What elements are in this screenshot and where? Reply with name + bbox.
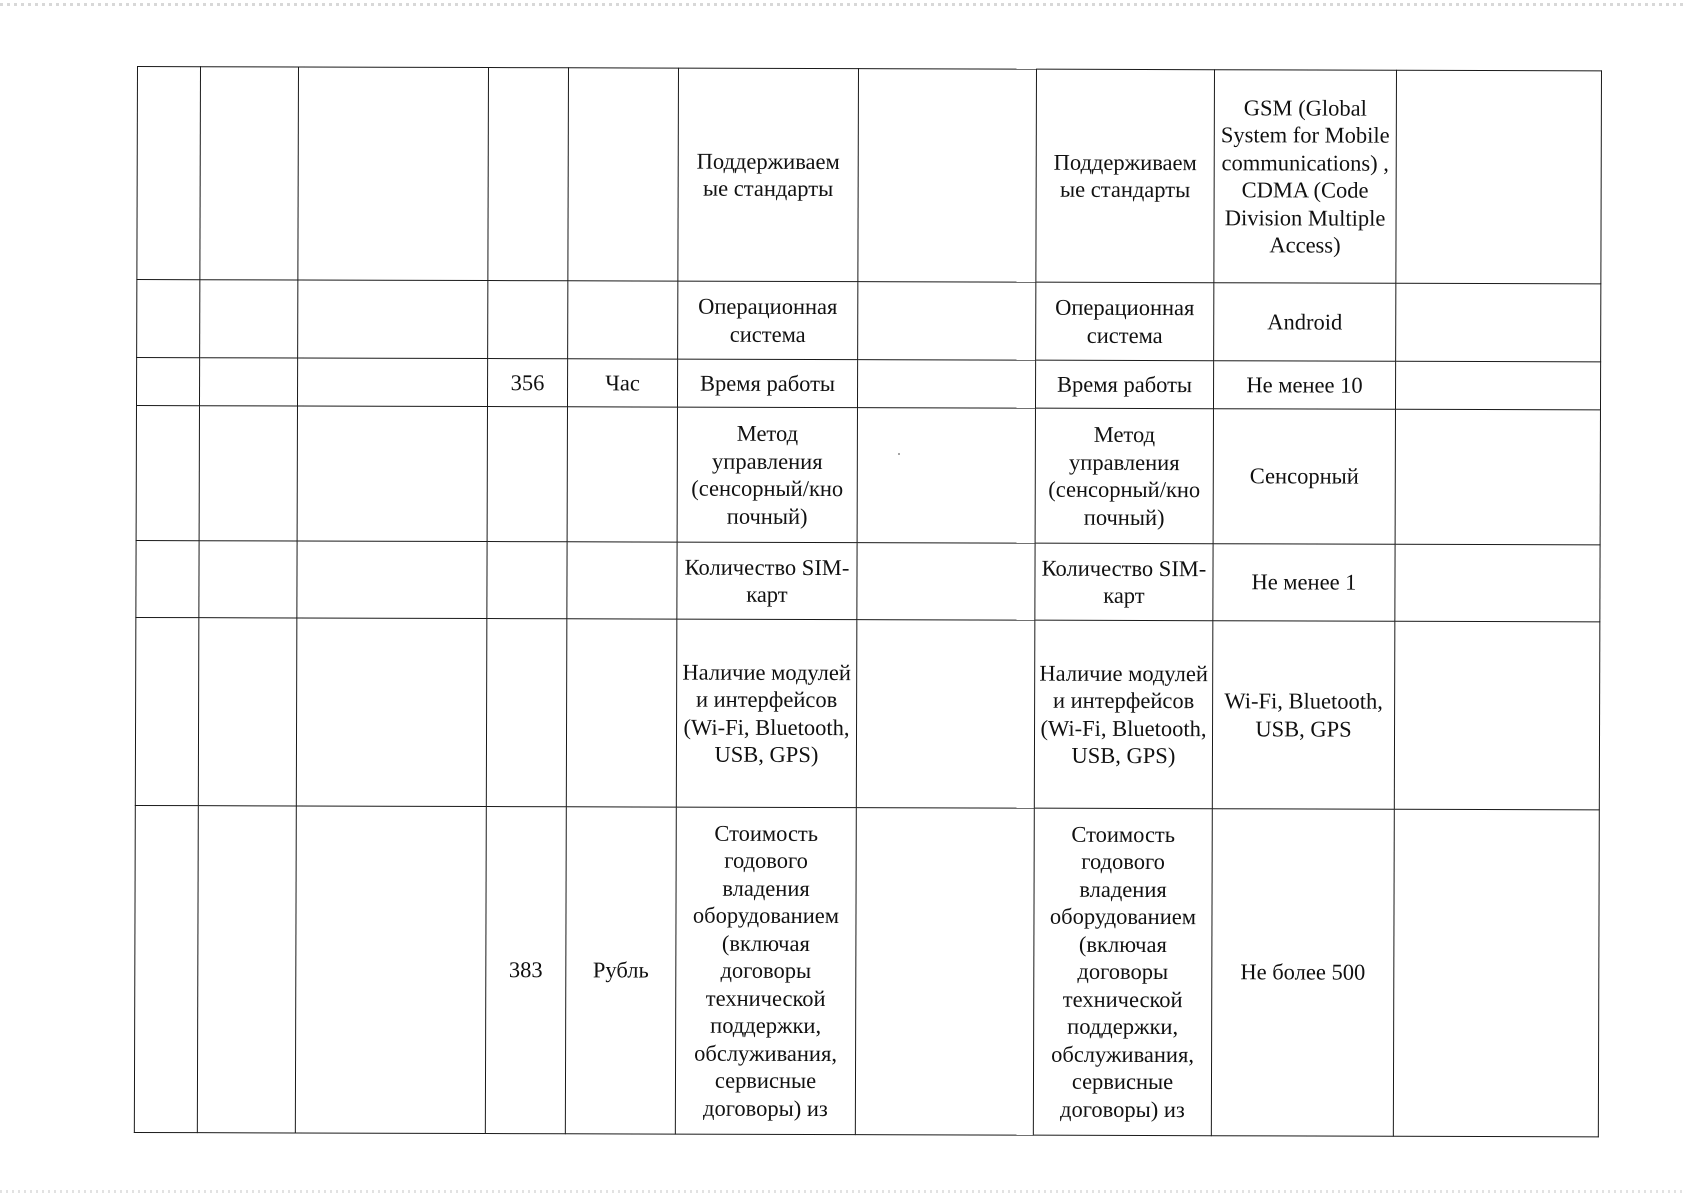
empty-cell bbox=[199, 541, 297, 618]
characteristic-value-cell: Android bbox=[1214, 283, 1396, 362]
empty-cell bbox=[136, 406, 199, 541]
specification-table bbox=[134, 66, 1602, 1137]
empty-cell bbox=[858, 282, 1036, 361]
empty-cell bbox=[136, 358, 199, 406]
empty-cell bbox=[297, 358, 487, 407]
table-row bbox=[136, 406, 1600, 545]
empty-cell bbox=[1395, 361, 1600, 410]
empty-cell bbox=[197, 806, 296, 1133]
empty-cell bbox=[136, 540, 199, 617]
unit-cell bbox=[567, 407, 677, 542]
characteristic-name-cell: Операционная система bbox=[678, 281, 858, 360]
okei-code-cell bbox=[488, 68, 569, 281]
characteristic-name-cell: Наличие модулей и интерфейсов (Wi-Fi, Bluetooth, USB, GPS) bbox=[676, 619, 857, 808]
characteristic-value-cell: Не менее 10 bbox=[1213, 361, 1395, 410]
empty-cell bbox=[858, 69, 1037, 283]
empty-cell bbox=[298, 280, 488, 359]
empty-cell bbox=[296, 618, 487, 807]
empty-cell bbox=[137, 67, 201, 280]
empty-cell bbox=[199, 406, 297, 541]
unit-cell bbox=[568, 281, 678, 359]
okei-code-cell bbox=[487, 542, 567, 619]
characteristic-value-cell: GSM (Global System for Mobile communications) , CDMA (Code Division Multiple Access) bbox=[1214, 70, 1397, 284]
empty-cell bbox=[1396, 283, 1601, 362]
empty-cell bbox=[855, 808, 1034, 1136]
okei-code-cell: 356 bbox=[487, 359, 567, 407]
scan-speck bbox=[898, 453, 900, 455]
empty-cell bbox=[1394, 621, 1600, 810]
unit-cell bbox=[568, 68, 679, 281]
characteristic-name-cell: Метод управления (сенсорный/кно почный) bbox=[1035, 408, 1213, 544]
characteristic-name-cell: Стоимость годового владения оборудованием (включая договоры технической поддержки, обслуживания, сервисные договоры) из bbox=[675, 807, 856, 1135]
okei-code-cell bbox=[488, 281, 568, 359]
empty-cell bbox=[1396, 70, 1602, 284]
table-row bbox=[135, 617, 1600, 809]
unit-cell bbox=[567, 542, 677, 619]
table-row bbox=[137, 280, 1601, 362]
characteristic-name-cell: Количество SIM-карт bbox=[1035, 543, 1213, 621]
characteristic-value-cell: Wi-Fi, Bluetooth, USB, GPS bbox=[1212, 621, 1395, 810]
characteristic-name-cell: Поддерживаем ые стандарты bbox=[678, 68, 859, 282]
empty-cell bbox=[1393, 809, 1599, 1137]
unit-cell bbox=[566, 619, 677, 807]
specification-sheet bbox=[134, 66, 1601, 1136]
okei-code-cell bbox=[487, 407, 567, 542]
empty-cell bbox=[297, 406, 487, 542]
table-row bbox=[136, 540, 1600, 621]
empty-cell bbox=[856, 620, 1035, 809]
empty-cell bbox=[137, 280, 200, 358]
scan-edge-top bbox=[0, 3, 1686, 6]
characteristic-name-cell: Время работы bbox=[1035, 360, 1213, 409]
table-row bbox=[136, 358, 1600, 410]
scan-edge-bottom bbox=[0, 1190, 1686, 1193]
characteristic-name-cell: Наличие модулей и интерфейсов (Wi-Fi, Bluetooth, USB, GPS) bbox=[1034, 620, 1213, 809]
characteristic-name-cell: Поддерживаем ые стандарты bbox=[1036, 69, 1215, 283]
characteristic-name-cell: Количество SIM-карт bbox=[677, 542, 857, 620]
characteristic-value-cell: Сенсорный bbox=[1213, 409, 1395, 545]
characteristic-name-cell: Операционная система bbox=[1036, 282, 1214, 361]
empty-cell bbox=[857, 360, 1035, 409]
empty-cell bbox=[297, 541, 487, 619]
empty-cell bbox=[1395, 544, 1600, 622]
table-row bbox=[137, 67, 1602, 284]
okei-code-cell: 383 bbox=[485, 807, 566, 1134]
empty-cell bbox=[198, 618, 297, 806]
empty-cell bbox=[135, 617, 199, 805]
empty-cell bbox=[200, 67, 299, 280]
characteristic-name-cell: Стоимость годового владения оборудованием (включая договоры технической поддержки, обслуживания, сервисные договоры) из bbox=[1033, 808, 1212, 1136]
characteristic-name-cell: Время работы bbox=[677, 359, 857, 408]
table-row bbox=[134, 805, 1599, 1136]
unit-cell: Час bbox=[567, 359, 677, 407]
empty-cell bbox=[295, 806, 486, 1134]
unit-cell: Рубль bbox=[565, 807, 676, 1134]
empty-cell bbox=[857, 543, 1035, 621]
okei-code-cell bbox=[486, 619, 567, 807]
characteristic-value-cell: Не более 500 bbox=[1211, 809, 1394, 1137]
characteristic-value-cell: Не менее 1 bbox=[1213, 544, 1395, 622]
empty-cell bbox=[200, 280, 298, 358]
characteristic-name-cell: Метод управления (сенсорный/кно почный) bbox=[677, 407, 857, 543]
empty-cell bbox=[1395, 409, 1600, 545]
empty-cell bbox=[298, 67, 489, 281]
empty-cell bbox=[857, 408, 1035, 544]
empty-cell bbox=[134, 805, 198, 1132]
empty-cell bbox=[199, 358, 297, 406]
